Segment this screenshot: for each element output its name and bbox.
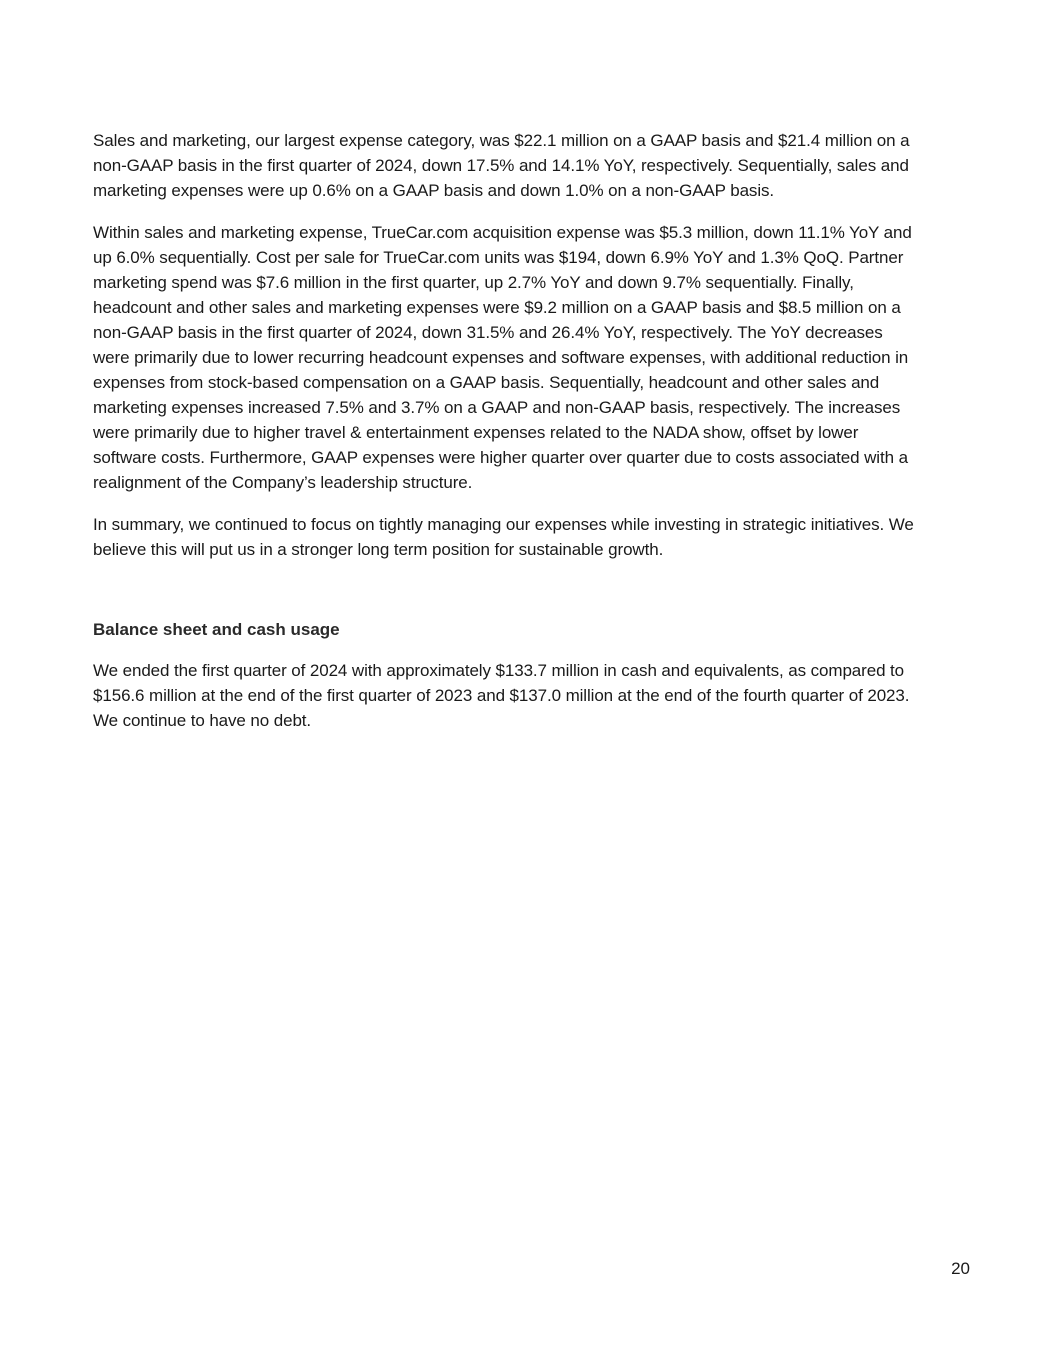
- paragraph-summary: In summary, we continued to focus on tightly managing our expenses while investing in strategic initiatives. We believe this will put us in a stronger long term position for sustainable growth.: [93, 515, 914, 559]
- paragraph-balance-sheet: We ended the first quarter of 2024 with approximately $133.7 million in cash and equivalents, as compared to $156.6 million at the end of the first quarter of 2023 and $137.0 million at the end of the fourth quarter of 2023. We continue to have no debt.: [93, 661, 910, 730]
- paragraph-sales-marketing: Sales and marketing, our largest expense category, was $22.1 million on a GAAP basis and $21.4 million on a non-GAAP basis in the first quarter of 2024, down 17.5% and 14.1% YoY, respectively. Sequentially, sales and marketing expenses were up 0.6% on a GAAP basis and down 1.0% on a non-GAAP basis.: [93, 131, 910, 200]
- page-content: [93, 128, 923, 750]
- page-number: 20: [951, 1259, 970, 1278]
- paragraph-acquisition-expense: Within sales and marketing expense, TrueCar.com acquisition expense was $5.3 million, down 11.1% YoY and up 6.0% sequentially. Cost per sale for TrueCar.com units was $194, down 6.9% YoY and 1.3% QoQ. Partner marketing spend was $7.6 million in the first quarter, up 2.7% YoY and down 9.7% sequentially. Finally, headcount and other sales and marketing expenses were $9.2 million on a GAAP basis and $8.5 million on a non-GAAP basis in the first quarter of 2024, down 31.5% and 26.4% YoY, respectively. The YoY decreases were primarily due to lower recurring headcount expenses and software expenses, with additional reduction in expenses from stock-based compensation on a GAAP basis. Sequentially, headcount and other sales and marketing expenses increased 7.5% and 3.7% on a GAAP and non-GAAP basis, respectively. The increases were primarily due to higher travel & entertainment expenses related to the NADA show, offset by lower software costs. Furthermore, GAAP expenses were higher quarter over quarter due to costs associated with a realignment of the Company’s leadership structure.: [93, 223, 912, 492]
- section-heading-balance-sheet: Balance sheet and cash usage: [93, 620, 340, 639]
